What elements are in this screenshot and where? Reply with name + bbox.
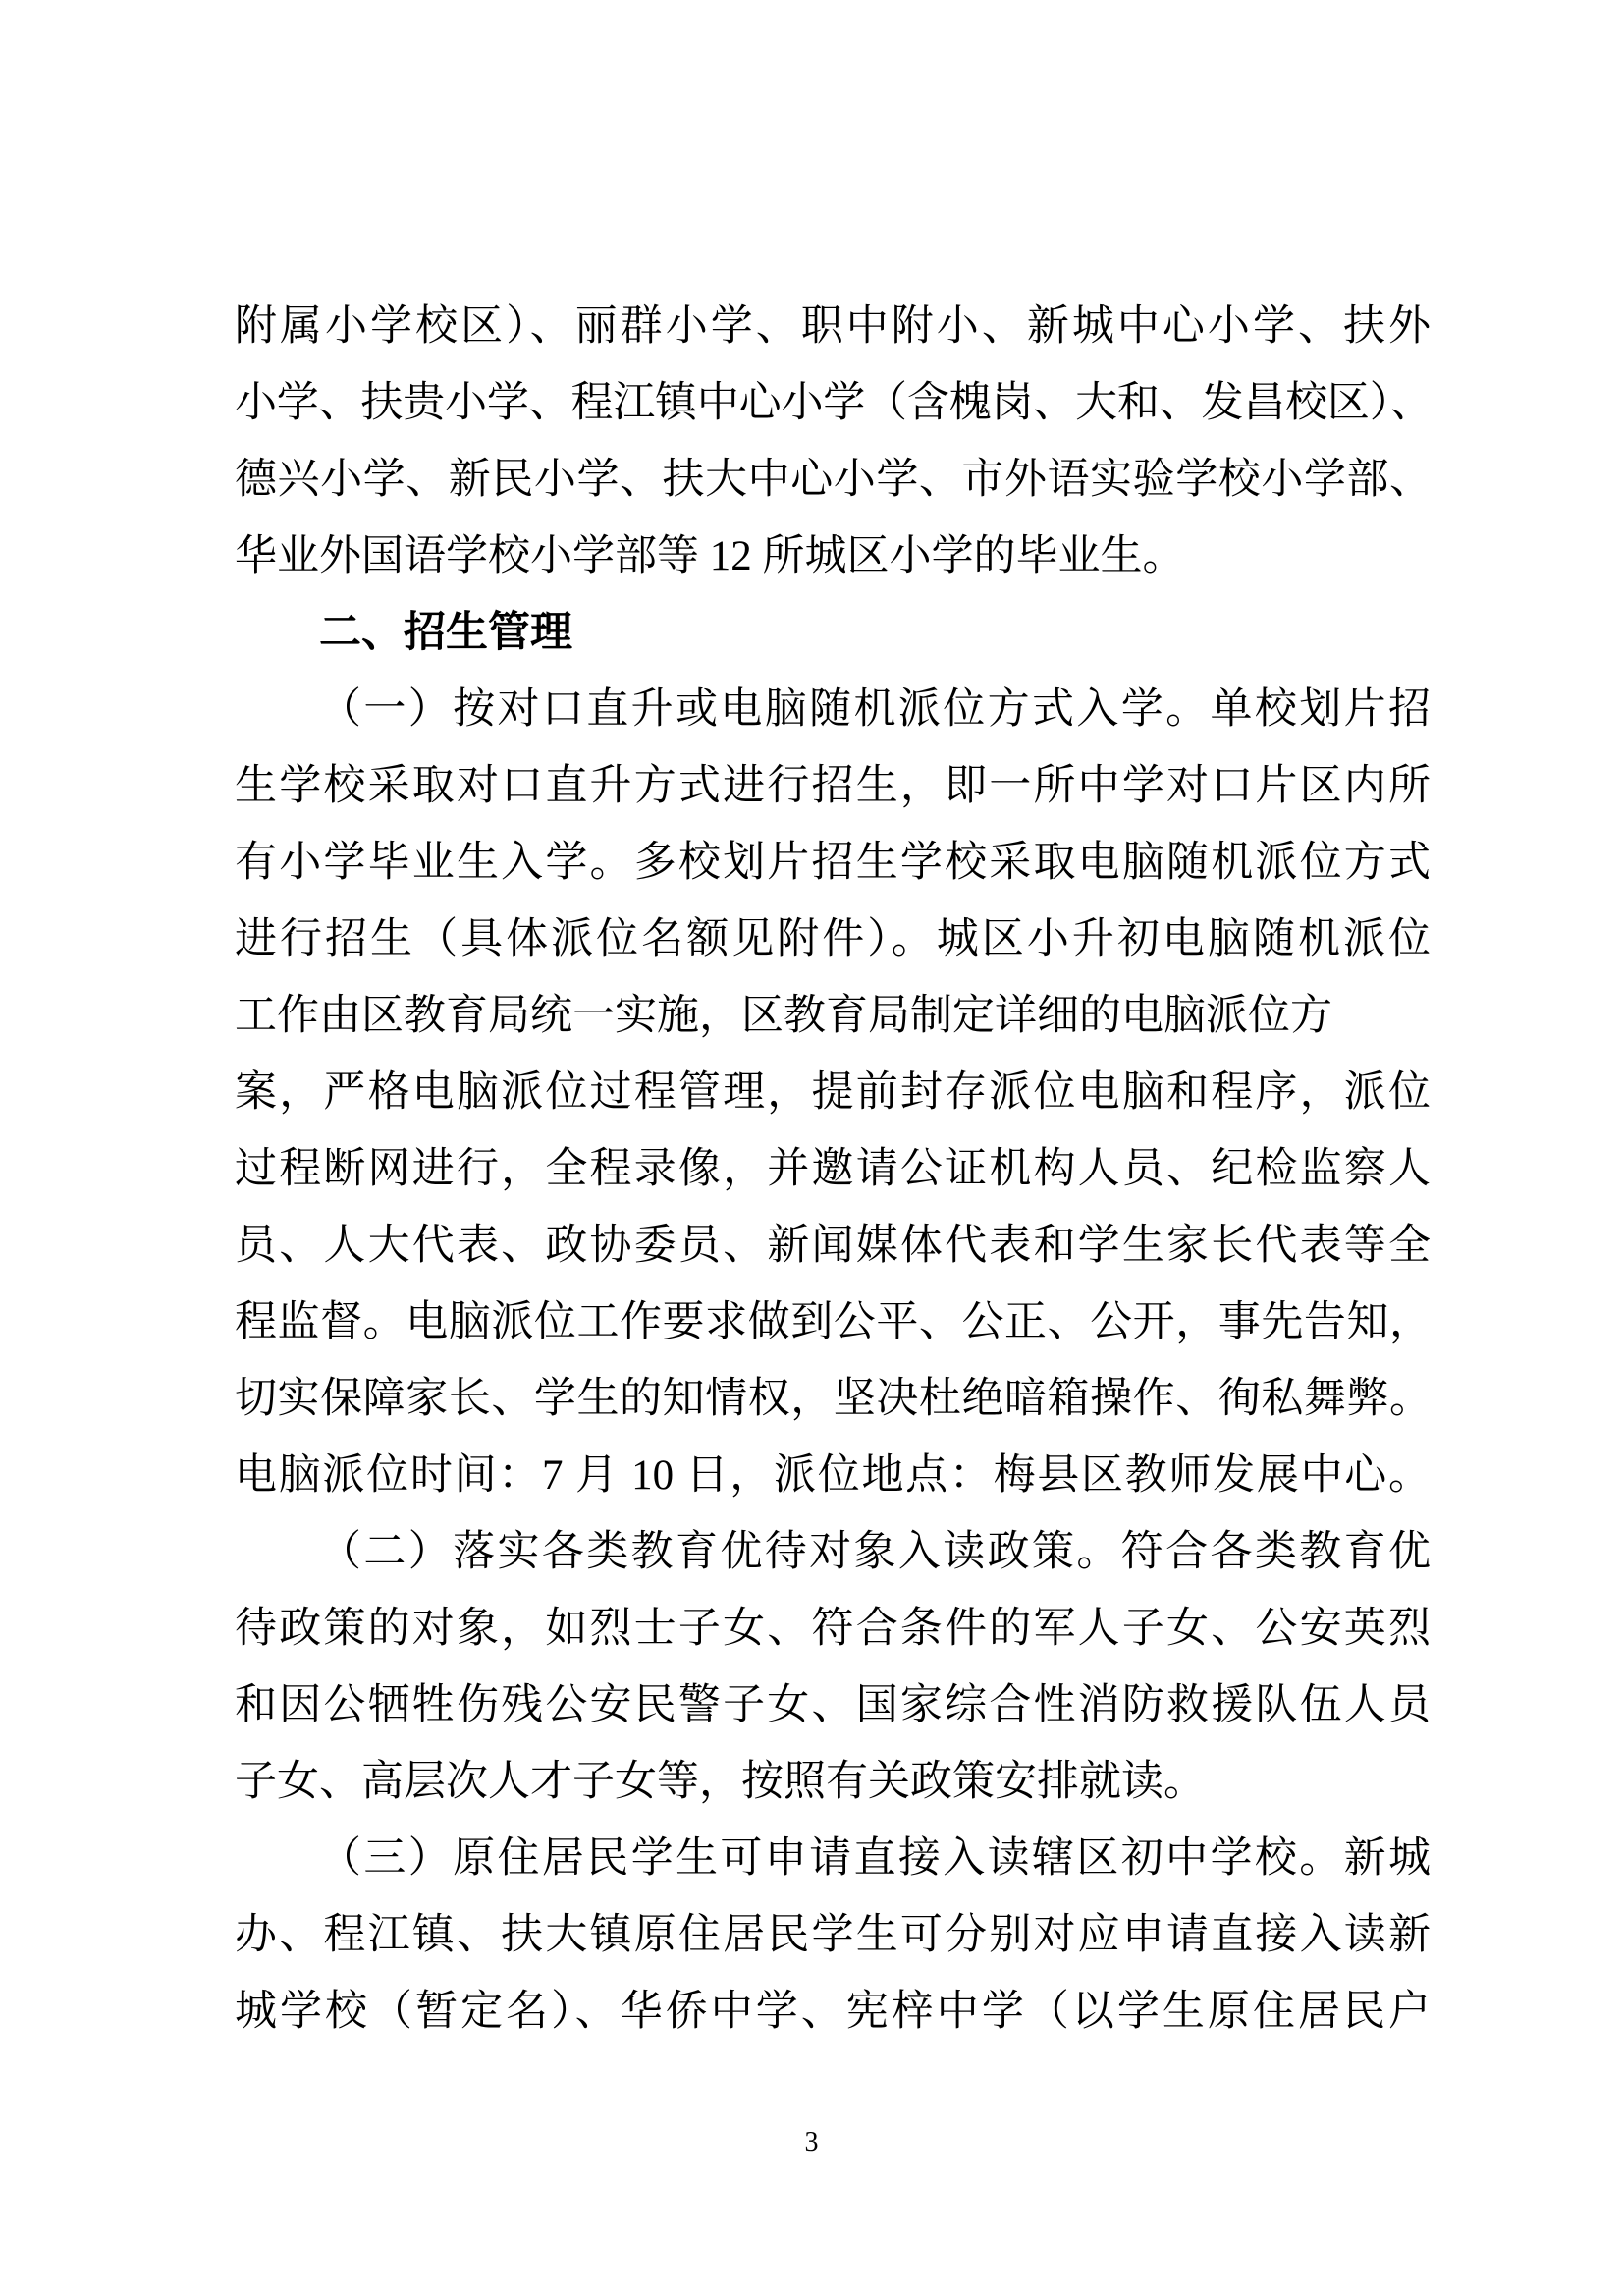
text-line: 电脑派位时间：7 月 10 日，派位地点：梅县区教师发展中心。 <box>235 1452 1431 1499</box>
text-line: 德兴小学、新民小学、扶大中心小学、市外语实验学校小学部、 <box>235 457 1431 503</box>
text-line: 案，严格电脑派位过程管理，提前封存派位电脑和程序，派位 <box>235 1069 1431 1116</box>
text-line: 和因公牺牲伤残公安民警子女、国家综合性消防救援队伍人员 <box>235 1682 1431 1728</box>
text-line: 城学校（暂定名）、华侨中学、宪梓中学（以学生原住居民户 <box>235 1989 1431 2035</box>
text-line: 程监督。电脑派位工作要求做到公平、公正、公开，事先告知， <box>235 1299 1431 1345</box>
text-line: 子女、高层次人才子女等，按照有关政策安排就读。 <box>235 1759 1206 1805</box>
text-line: 华业外国语学校小学部等 12 所城区小学的毕业生。 <box>235 533 1185 579</box>
text-line: （三）原住居民学生可申请直接入读辖区初中学校。新城 <box>319 1835 1431 1882</box>
text-line: 工作由区教育局统一实施，区教育局制定详细的电脑派位方 <box>235 993 1332 1039</box>
text-line: 过程断网进行，全程录像，并邀请公证机构人员、纪检监察人 <box>235 1146 1431 1192</box>
text-line: 员、人大代表、政协委员、新闻媒体代表和学生家长代表等全 <box>235 1223 1431 1269</box>
page-number: 3 <box>804 2127 819 2158</box>
text-line: 进行招生（具体派位名额见附件）。城区小升初电脑随机派位 <box>235 916 1431 962</box>
text-line: 有小学毕业生入学。多校划片招生学校采取电脑随机派位方式 <box>235 840 1431 886</box>
document-body <box>235 289 1431 2050</box>
text-line: （一）按对口直升或电脑随机派位方式入学。单校划片招 <box>319 686 1431 733</box>
text-line: 办、程江镇、扶大镇原住居民学生可分别对应申请直接入读新 <box>235 1912 1431 1958</box>
text-line: 附属小学校区）、丽群小学、职中附小、新城中心小学、扶外 <box>235 303 1431 350</box>
text-line: 切实保障家长、学生的知情权，坚决杜绝暗箱操作、徇私舞弊。 <box>235 1376 1431 1422</box>
section-heading: 二、招生管理 <box>319 610 572 656</box>
text-line: 待政策的对象，如烈士子女、符合条件的军人子女、公安英烈 <box>235 1606 1431 1652</box>
text-line: 小学、扶贵小学、程江镇中心小学（含槐岗、大和、发昌校区）、 <box>235 380 1431 426</box>
text-line: （二）落实各类教育优待对象入读政策。符合各类教育优 <box>319 1529 1431 1575</box>
text-line: 生学校采取对口直升方式进行招生，即一所中学对口片区内所 <box>235 763 1431 809</box>
